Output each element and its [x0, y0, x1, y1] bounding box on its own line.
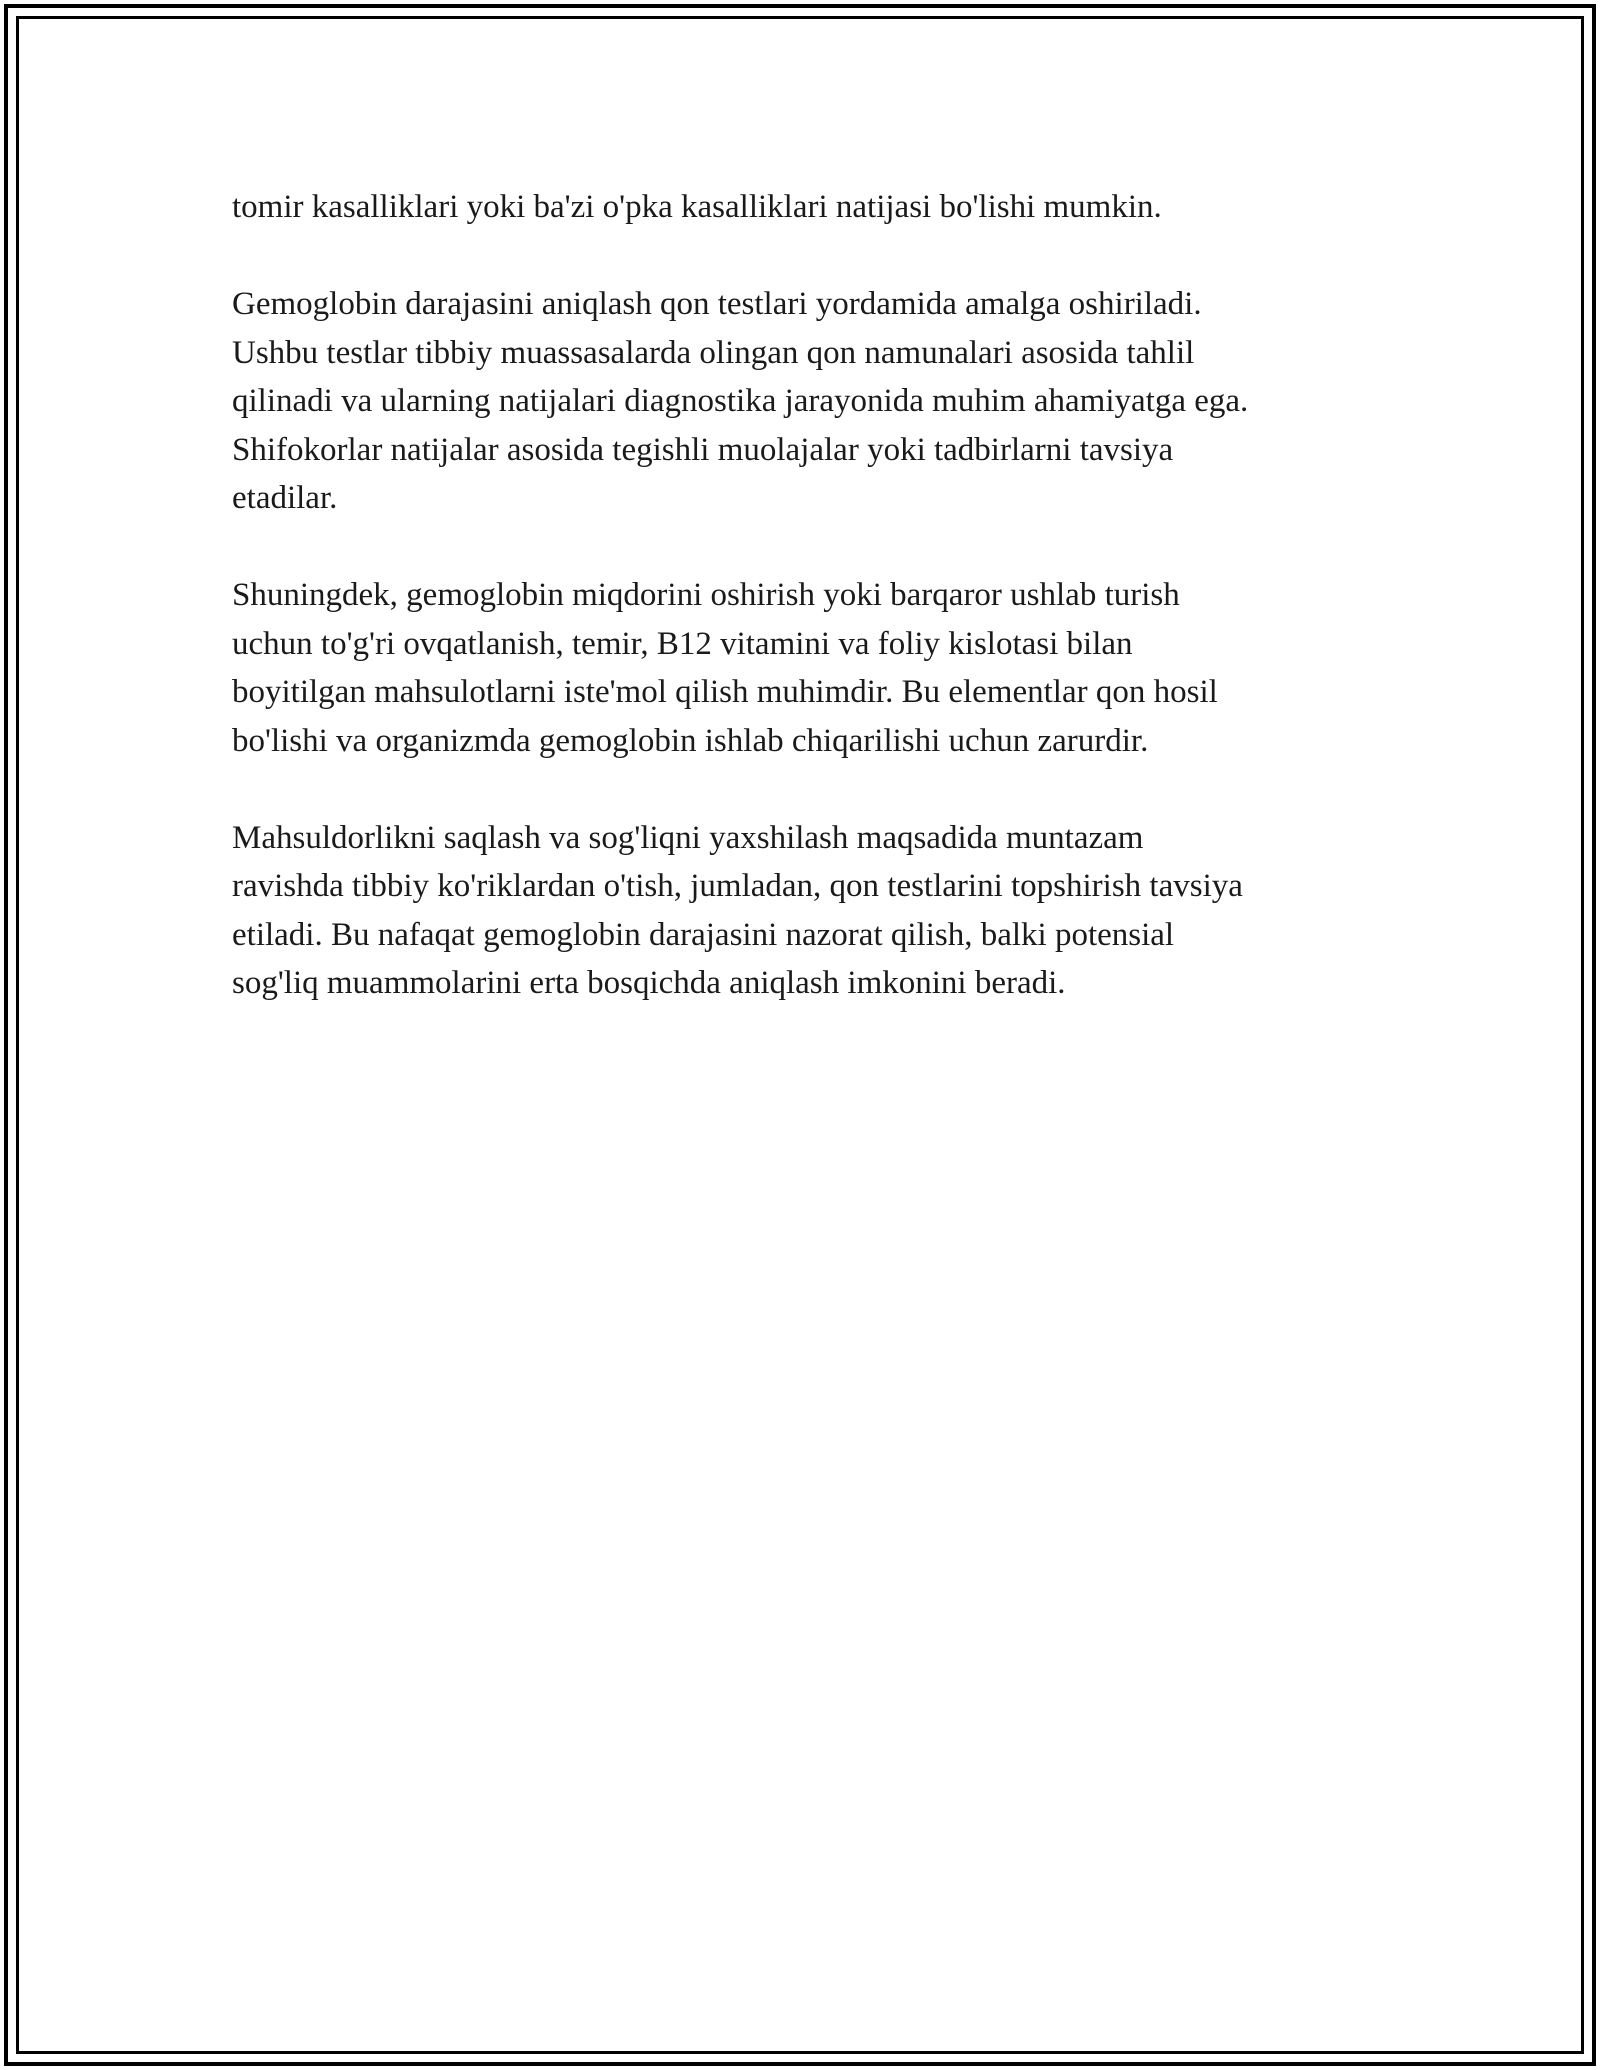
paragraph-checkups: Mahsuldorlikni saqlash va sog'liqni yaxshilash maqsadida muntazam ravishda tibbiy ko'riklardan o'tish, jumladan, qon testlarini topshirish tavsiya etiladi. Bu nafaqat gemoglobin darajasini nazorat qilish, balki potensial sog'liq muammolarini erta bosqichda aniqlash imkonini beradi.: [232, 819, 1243, 1001]
paragraph-hemoglobin-testing: Gemoglobin darajasini aniqlash qon testlari yordamida amalga oshiriladi. Ushbu testlar tibbiy muassasalarda olingan qon namunalari asosida tahlil qilinadi va ularning natijalari diagnostika jarayonida muhim ahamiyatga ega. Shifokorlar natijalar asosida tegishli muolajalar yoki tadbirlarni tavsiya etadilar.: [232, 286, 1249, 516]
paragraph-nutrition: Shuningdek, gemoglobin miqdorini oshirish yoki barqaror ushlab turish uchun to'g'ri ovqatlanish, temir, B12 vitamini va foliy kislotasi bilan boyitilgan mahsulotlarni iste'mol qilish muhimdir. Bu elementlar qon hosil bo'lishi va organizmda gemoglobin ishlab chiqarilishi uchun zarurdir.: [232, 577, 1218, 759]
paragraph-continuation: tomir kasalliklari yoki ba'zi o'pka kasalliklari natijasi bo'lishi mumkin.: [232, 189, 1162, 225]
document-body: [232, 183, 1392, 1056]
